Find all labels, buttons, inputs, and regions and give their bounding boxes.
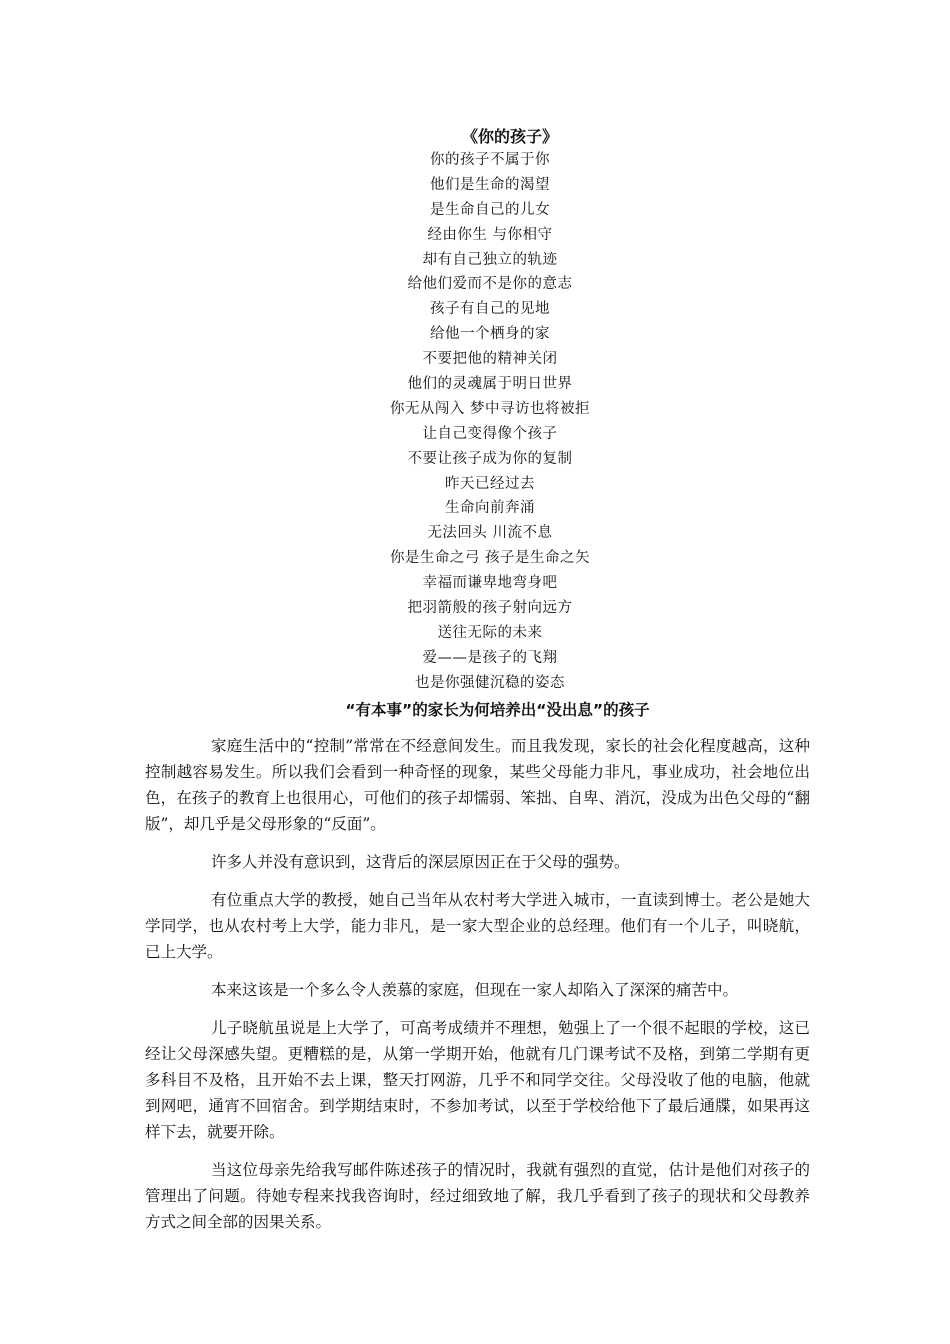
poem-body — [0, 148, 950, 696]
article-paragraph: 本来这该是一个多么令人羡慕的家庭，但现在一家人却陷入了深深的痛苦中。 — [211, 981, 739, 999]
poem-line: 让自己变得像个孩子 — [422, 425, 558, 442]
article-body — [145, 733, 810, 1247]
poem-line: 不要把他的精神关闭 — [422, 351, 558, 368]
poem-line: 送往无际的未来 — [437, 624, 543, 641]
article-title: “有本事”的家长为何培养出“没出息”的孩子 — [345, 701, 650, 719]
poem-line: 你是生命之弓 孩子是生命之矢 — [389, 550, 591, 567]
poem-line: 经由你生 与你相守 — [427, 226, 553, 243]
article-paragraph: 许多人并没有意识到，这背后的深层原因正在于父母的强势。 — [211, 853, 630, 871]
poem-line: 却有自己独立的轨迹 — [422, 251, 558, 268]
article-paragraph: 当这位母亲先给我写邮件陈述孩子的情况时，我就有强烈的直觉，估计是他们对孩子的管理出了问题。待她专程来找我咨询时，经过细致地了解，我几乎看到了孩子的现状和父母教养方式之间全部的因果关系。 — [145, 1161, 810, 1231]
poem-line: 不要让孩子成为你的复制 — [407, 450, 573, 467]
poem-line: 孩子有自己的见地 — [430, 301, 550, 318]
poem-line: 幸福而谦卑地弯身吧 — [422, 575, 558, 592]
poem-line: 你的孩子不属于你 — [430, 152, 550, 168]
poem-line: 他们是生命的渴望 — [430, 176, 550, 193]
poem-line: 也是你强健沉稳的姿态 — [415, 674, 565, 691]
poem-line: 无法回头 川流不息 — [427, 525, 553, 542]
article-paragraph: 儿子晓航虽说是上大学了，可高考成绩并不理想，勉强上了一个很不起眼的学校，这已经让父母深感失望。更糟糕的是，从第一学期开始，他就有几门课考试不及格，到第二学期有更多科目不及格，且开始不去上课，整天打网游，几乎不和同学交往。父母没收了他的电脑，他就到网吧，通宵不回宿舍。到学期结束时，不参加考试，以至于学校给他下了最后通牒，如果再这样下去，就要开除。 — [145, 1019, 810, 1141]
poem-line: 昨天已经过去 — [445, 475, 535, 492]
poem-line: 他们的灵魂属于明日世界 — [407, 376, 573, 393]
poem-line: 是生命自己的儿女 — [430, 201, 550, 218]
article-paragraph: 有位重点大学的教授，她自己当年从农村考大学进入城市，一直读到博士。老公是她大学同学，也从农村考上大学，能力非凡，是一家大型企业的总经理。他们有一个儿子，叫晓航，已上大学。 — [145, 891, 810, 961]
poem-line: 给他一个栖身的家 — [430, 326, 550, 343]
poem-line: 生命向前奔涌 — [445, 500, 535, 517]
poem-line: 把羽箭般的孩子射向远方 — [407, 600, 573, 617]
poem-line: 爱——是孩子的飞翔 — [422, 649, 558, 666]
poem-title: 《你的孩子》 — [461, 127, 558, 146]
article-paragraph: 家庭生活中的“控制”常常在不经意间发生。而且我发现，家长的社会化程度越高，这种控制越容易发生。所以我们会看到一种奇怪的现象，某些父母能力非凡，事业成功，社会地位出色，在孩子的教育上也很用心，可他们的孩子却懦弱、笨拙、自卑、消沉，没成为出色父母的“翻版”，却几乎是父母形象的“反面”。 — [145, 737, 810, 833]
poem-line: 你无从闯入 梦中寻访也将被拒 — [389, 400, 591, 417]
poem-line: 给他们爱而不是你的意志 — [407, 276, 573, 293]
